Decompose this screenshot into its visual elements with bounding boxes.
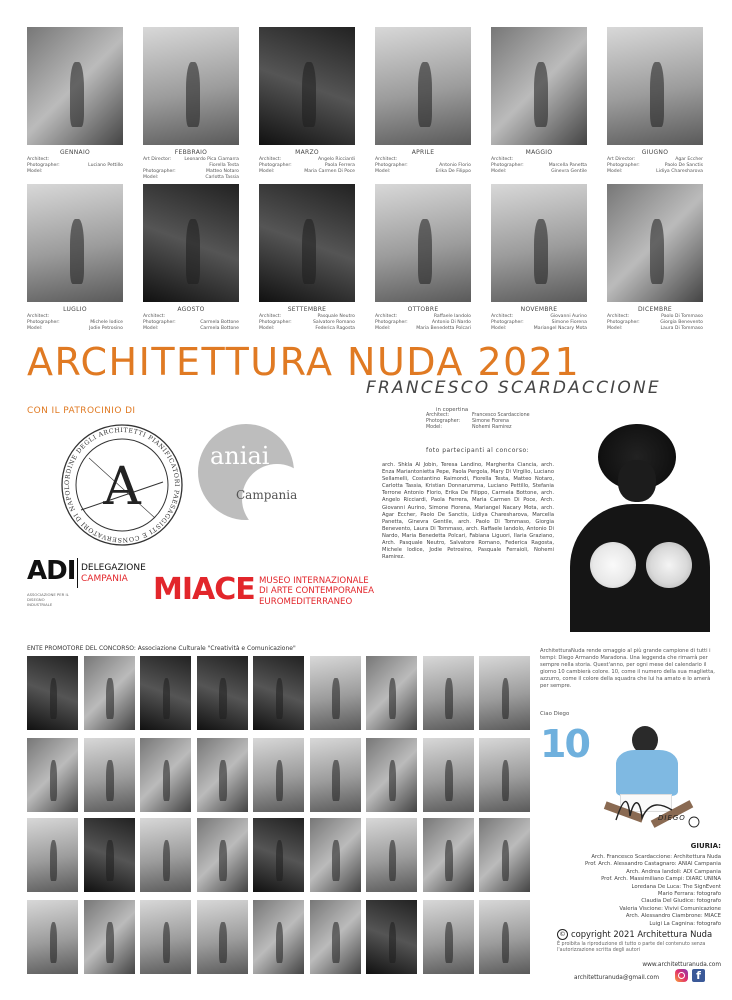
thumbnail-figure xyxy=(332,840,339,881)
credit-person: Michele Iodice xyxy=(90,320,123,325)
photo-figure xyxy=(302,219,315,284)
participant-thumbnail xyxy=(479,656,530,730)
month-photo-novembre xyxy=(491,184,587,302)
month-photo-maggio xyxy=(491,27,587,145)
credit-role: Photographer: xyxy=(607,320,640,325)
credit-role: Architect: xyxy=(143,314,166,319)
credit-person: Paolo Di Tommaso xyxy=(661,314,703,319)
participant-thumbnail xyxy=(253,818,304,892)
cover-credits xyxy=(426,407,536,431)
promoter-line: ENTE PROMOTORE DEL CONCORSO: Associazione Culturale "Creatività e Comunicazione" xyxy=(27,645,296,652)
thumbnail-figure xyxy=(50,760,57,801)
photo-figure xyxy=(650,219,663,284)
credit-row xyxy=(143,175,239,181)
month-label: MAGGIO xyxy=(525,149,553,156)
thumbnail-figure xyxy=(106,922,113,963)
photo-figure xyxy=(534,219,547,284)
credit-person: Giorgia Benevento xyxy=(660,320,703,325)
credit-row xyxy=(259,326,355,332)
thumbnail-figure xyxy=(445,678,452,719)
cover-credit-row xyxy=(426,425,536,431)
participant-thumbnail xyxy=(479,818,530,892)
participant-thumbnail xyxy=(253,900,304,974)
thumbnail-figure xyxy=(219,678,226,719)
participant-thumbnail xyxy=(366,900,417,974)
credit-person: Laura Di Tommaso xyxy=(660,326,703,331)
credit-person: Agar Eccher xyxy=(675,157,703,162)
thumbnail-figure xyxy=(389,922,396,963)
participant-thumbnail xyxy=(423,738,474,812)
credit-row xyxy=(375,326,471,332)
participants-heading: foto partecipanti al concorso: xyxy=(426,447,530,454)
photo-figure xyxy=(418,219,431,284)
month-label: SETTEMBRE xyxy=(287,306,327,313)
cover-photo xyxy=(556,424,726,632)
thumbnail-figure xyxy=(332,922,339,963)
participant-thumbnail xyxy=(84,900,135,974)
credit-person: Antonio Florio xyxy=(439,163,471,168)
credit-role: Architect: xyxy=(27,314,50,319)
adi-delegazione: DELEGAZIONE xyxy=(81,563,146,573)
cover-plate-right xyxy=(646,542,692,588)
credit-person: Luciano Pettillo xyxy=(88,163,123,168)
adi-campania: CAMPANIA xyxy=(81,574,128,584)
participant-thumbnail xyxy=(423,900,474,974)
month-photo-febbraio xyxy=(143,27,239,145)
credit-row xyxy=(143,326,239,332)
participant-thumbnail xyxy=(423,818,474,892)
credit-role: Photographer: xyxy=(27,320,60,325)
month-label: FEBBRAIO xyxy=(174,149,208,156)
credit-role: Model: xyxy=(607,326,623,331)
miace-mark: MIACE xyxy=(153,572,255,607)
month-label: OTTOBRE xyxy=(407,306,439,313)
credit-role: Photographer: xyxy=(259,163,292,168)
month-photo-marzo xyxy=(259,27,355,145)
credit-person: Pasquale Neutro xyxy=(317,314,355,319)
credit-person: Carlotta Tassia xyxy=(205,175,239,180)
thumbnail-figure xyxy=(276,922,283,963)
month-photo-agosto xyxy=(143,184,239,302)
credit-row xyxy=(607,326,703,332)
miace-line-1: MUSEO INTERNAZIONALE xyxy=(259,576,369,586)
copyright-line xyxy=(557,929,712,940)
copyright-icon: © xyxy=(557,929,568,940)
credit-person: Jodie Petrosino xyxy=(89,326,123,331)
credit-person: Leonardo Pica Ciamarra xyxy=(184,157,239,162)
participant-thumbnail xyxy=(140,656,191,730)
participant-thumbnail xyxy=(197,818,248,892)
credit-person: Giovanni Aurino xyxy=(550,314,587,319)
aniai-logo xyxy=(198,424,298,520)
participant-thumbnail xyxy=(27,818,78,892)
month-photo-luglio xyxy=(27,184,123,302)
photo-figure xyxy=(70,219,83,284)
month-credits xyxy=(375,157,471,175)
aniai-region: Campania xyxy=(236,488,298,502)
credit-role: Architect: xyxy=(375,314,398,319)
thumbnail-figure xyxy=(502,678,509,719)
svg-text:A: A xyxy=(103,457,141,517)
month-photo-dicembre xyxy=(607,184,703,302)
participant-thumbnail xyxy=(310,818,361,892)
participants-text: arch. Shkla Al Jobin, Teresa Landino, Margherita Ciancia, arch. Enza Mariantonietta Pepe, Paola Pergola, Mary Di Virgilio, Luciano Sellamelli, Costantino Raimondi, Fiorella Testa, Matteo Notaro, Carlotta Tassia, Kristian Donnarumma, Luciano Pettillo, Stefania Terrone Antonio Florio, Erika De Filippo, Carmela Bottone, arch. Angelo Ricciardi, Paola Ferrera, Maria Carmen Di Poce, Arch. Giovanni Aurino, Simone Fiorena, Mariangel Nacary Mota, arch. Agar Eccher, Paolo De Sanctis, Lidiya Charesharova, Marcella Panetta, Ginevra Gentile, arch. Paolo Di Tommaso, Giorgia Benevento, Laura Di Tommaso, arch. Raffaele Iandolo, Antonio Di Nardo, Maria Benedetta Polcari, Fabiana Liguori, Ilaria Graziano, Arch. Pasquale Neutro, Salvatore Romano, Federica Ragosta, Michele Iodice, Jodie Petrosino, Pasquale Ferraioli, Nohemi Ramirez. xyxy=(382,462,554,561)
credit-person: Salvatore Romano xyxy=(312,320,355,325)
thumbnail-figure xyxy=(50,678,57,719)
credit-role: Photographer: xyxy=(27,163,60,168)
credit-role: Photographer: xyxy=(491,320,524,325)
adi-mark: ADI xyxy=(27,556,76,586)
participant-thumbnail xyxy=(140,738,191,812)
thumbnail-figure xyxy=(332,760,339,801)
participant-thumbnail xyxy=(140,900,191,974)
credit-role: Art Director: xyxy=(607,157,636,162)
participant-thumbnail xyxy=(197,738,248,812)
credit-person: Erika De Filippo xyxy=(435,169,471,174)
jury-member: Arch. Francesco Scardaccione: Architettura Nuda xyxy=(591,854,721,860)
thumbnail-figure xyxy=(163,760,170,801)
thumbnail-figure xyxy=(219,760,226,801)
cover-credit-role: Photographer: xyxy=(426,419,461,424)
credit-role: Architect: xyxy=(27,157,50,162)
month-label: DICEMBRE xyxy=(637,306,673,313)
credit-row xyxy=(491,326,587,332)
month-credits xyxy=(27,157,123,175)
credit-person: Ginevra Gentile xyxy=(551,169,587,174)
adi-divider xyxy=(77,558,78,588)
number-ten: 10 xyxy=(540,722,589,766)
jury-member: Luigi La Cagnina: fotografo xyxy=(649,920,721,927)
participant-thumbnail xyxy=(310,900,361,974)
jury-member: Claudia Del Giudice: fotografo xyxy=(641,898,721,905)
thumbnail-figure xyxy=(106,678,113,719)
credit-row xyxy=(259,169,355,175)
credit-role: Model: xyxy=(27,326,43,331)
credit-role: Architect: xyxy=(259,157,282,162)
month-credits xyxy=(259,157,355,175)
participant-thumbnail xyxy=(423,656,474,730)
ordine-seal-icon xyxy=(59,422,185,548)
month-credits xyxy=(607,157,703,175)
participant-thumbnail xyxy=(479,738,530,812)
month-photo-giugno xyxy=(607,27,703,145)
ciao-diego: Ciao Diego xyxy=(540,711,570,717)
thumbnail-figure xyxy=(50,922,57,963)
thumbnail-figure xyxy=(445,840,452,881)
thumbnail-figure xyxy=(445,922,452,963)
miace-line-2: DI ARTE CONTEMPORANEA xyxy=(259,586,374,597)
email-link[interactable]: architetturanuda@gmail.com xyxy=(574,975,659,981)
cover-heading: in copertina xyxy=(436,407,469,413)
credit-role: Model: xyxy=(607,169,623,174)
jury-member: Loredana De Luca: The SignEvent xyxy=(631,883,721,890)
credit-role: Photographer: xyxy=(375,320,408,325)
credit-person: Paola Ferrera xyxy=(324,163,355,168)
credit-person: Carmela Bottone xyxy=(200,326,239,331)
photo-figure xyxy=(650,62,663,127)
patronage-heading: CON IL PATROCINIO DI xyxy=(27,406,136,416)
credit-role: Model: xyxy=(491,326,507,331)
website-link[interactable]: www.architetturanuda.com xyxy=(642,962,721,968)
credit-person: Mariangel Nacary Mota xyxy=(533,326,587,331)
month-label: APRILE xyxy=(411,149,435,156)
month-credits xyxy=(27,314,123,332)
month-credits xyxy=(607,314,703,332)
signature-text: DIEGO xyxy=(658,814,686,822)
thumbnail-figure xyxy=(106,840,113,881)
credit-role: Architect: xyxy=(607,314,630,319)
thumbnail-figure xyxy=(389,840,396,881)
thumbnail-figure xyxy=(163,840,170,881)
month-credits xyxy=(491,157,587,175)
thumbnail-figure xyxy=(502,840,509,881)
cover-plate-left xyxy=(590,542,636,588)
thumbnail-figure xyxy=(332,678,339,719)
thumbnail-figure xyxy=(219,922,226,963)
participant-thumbnail xyxy=(197,900,248,974)
page-title: ARCHITETTURA NUDA 2021 xyxy=(27,340,581,384)
thumbnail-figure xyxy=(445,760,452,801)
participant-thumbnail xyxy=(479,900,530,974)
participant-thumbnail xyxy=(27,738,78,812)
adi-logo xyxy=(27,552,147,622)
participant-thumbnail xyxy=(84,738,135,812)
credit-row xyxy=(607,169,703,175)
participant-thumbnail xyxy=(140,818,191,892)
credit-row xyxy=(27,326,123,332)
photo-figure xyxy=(70,62,83,127)
credit-role: Photographer: xyxy=(607,163,640,168)
credit-role: Model: xyxy=(27,169,43,174)
cover-credit-role: Model: xyxy=(426,425,443,430)
credit-row xyxy=(375,169,471,175)
participant-thumbnail xyxy=(310,738,361,812)
month-label: LUGLIO xyxy=(63,306,87,313)
jury-member: Arch. Alessandro Ciambrone: MIACE xyxy=(625,913,721,920)
credit-row xyxy=(27,169,123,175)
cover-face xyxy=(618,460,656,502)
credit-person: Lidiya Charesharova xyxy=(656,169,703,174)
thumbnail-figure xyxy=(163,922,170,963)
jury-list xyxy=(585,854,721,928)
miace-lines xyxy=(259,576,374,607)
thumbnail-figure xyxy=(276,678,283,719)
credit-role: Model: xyxy=(491,169,507,174)
participant-thumbnail xyxy=(366,656,417,730)
credit-person: Maria Carmen Di Poce xyxy=(304,169,355,174)
month-label: GENNAIO xyxy=(59,149,91,156)
credit-role: Photographer: xyxy=(375,163,408,168)
credit-person: Matteo Notaro xyxy=(206,169,239,174)
participant-thumbnail xyxy=(253,738,304,812)
credit-person: Paolo De Sanctis xyxy=(664,163,703,168)
miace-logo xyxy=(153,572,383,622)
cover-credit-person: Francesco Scardaccione xyxy=(472,413,530,418)
credit-person: Federica Ragosta xyxy=(315,326,355,331)
participant-thumbnail xyxy=(253,656,304,730)
photo-figure xyxy=(302,62,315,127)
cover-credit-role: Architect: xyxy=(426,413,450,418)
participant-thumbnail xyxy=(27,900,78,974)
credit-person: Fiorella Testa xyxy=(209,163,239,168)
participant-thumbnail xyxy=(366,818,417,892)
thumbnail-figure xyxy=(276,760,283,801)
month-photo-ottobre xyxy=(375,184,471,302)
thumbnail-figure xyxy=(50,840,57,881)
participant-thumbnail xyxy=(27,656,78,730)
month-label: NOVEMBRE xyxy=(520,306,558,313)
thumbnail-figure xyxy=(276,840,283,881)
copyright-text: copyright 2021 Architettura Nuda xyxy=(571,929,713,939)
thumbnail-figure xyxy=(389,678,396,719)
jury-member: Valeria Viscione: Vivivi Comunicazione xyxy=(619,905,721,912)
credit-role: Model: xyxy=(375,169,391,174)
thumbnail-figure xyxy=(502,922,509,963)
credit-role: Photographer: xyxy=(143,320,176,325)
ordine-ring-text: ORDINE DEGLI ARCHITETTI PIANIFICATORI PAESAGGISTI E CONSERVATORI DI NAPOL xyxy=(63,426,181,544)
month-credits xyxy=(259,314,355,332)
month-photo-settembre xyxy=(259,184,355,302)
instagram-icon[interactable] xyxy=(675,969,688,982)
diego-signature xyxy=(610,790,710,830)
credit-row xyxy=(491,169,587,175)
jury-member: Arch. Andrea Iandoli: ADI Campania xyxy=(626,868,721,875)
jury-member: Prof. Arch. Alessandro Castagnaro: ANIAI Campania xyxy=(585,861,721,868)
credit-role: Architect: xyxy=(491,157,514,162)
month-label: AGOSTO xyxy=(177,306,205,313)
month-label: GIUGNO xyxy=(641,149,669,156)
credit-person: Carmela Bottone xyxy=(200,320,239,325)
participant-thumbnail xyxy=(310,656,361,730)
thumbnail-figure xyxy=(106,760,113,801)
month-credits xyxy=(143,157,239,181)
credit-person: Simone Fiorena xyxy=(551,320,587,325)
photo-figure xyxy=(418,62,431,127)
credit-role: Architect: xyxy=(375,157,398,162)
page-subtitle: FRANCESCO SCARDACCIONE xyxy=(366,378,661,398)
credit-role: Model: xyxy=(143,326,159,331)
facebook-icon[interactable]: f xyxy=(692,969,705,982)
cover-credit-person: Nohemi Ramirez xyxy=(472,425,512,430)
photo-figure xyxy=(186,62,199,127)
participant-thumbnail xyxy=(84,818,135,892)
thumbnail-figure xyxy=(389,760,396,801)
aniai-name: aniai xyxy=(210,442,270,470)
credit-role: Architect: xyxy=(259,314,282,319)
credit-role: Model: xyxy=(143,175,159,180)
jury-member: Prof. Arch. Massimiliano Campi: DIARC UNINA xyxy=(601,876,721,883)
credit-role: Model: xyxy=(259,169,275,174)
participant-thumbnail xyxy=(84,656,135,730)
credit-role: Photographer: xyxy=(259,320,292,325)
jury-member: Mario Ferrara: fotografo xyxy=(657,891,721,898)
photo-figure xyxy=(534,62,547,127)
credit-role: Art Director: xyxy=(143,157,172,162)
credit-role: Photographer: xyxy=(143,169,176,174)
month-photo-gennaio xyxy=(27,27,123,145)
month-credits xyxy=(375,314,471,332)
month-credits xyxy=(143,314,239,332)
month-photo-aprile xyxy=(375,27,471,145)
miace-line-3: EUROMEDITERRANEO xyxy=(259,596,353,607)
cover-credit-person: Simone Fiorena xyxy=(472,419,509,424)
jury-heading: GIURIA: xyxy=(690,842,721,850)
month-credits xyxy=(491,314,587,332)
thumbnail-figure xyxy=(502,760,509,801)
participant-thumbnail xyxy=(366,738,417,812)
month-label: MARZO xyxy=(295,149,319,156)
credit-role: Photographer: xyxy=(491,163,524,168)
credit-role: Architect: xyxy=(491,314,514,319)
credit-role: Model: xyxy=(375,326,391,331)
credit-role: Model: xyxy=(259,326,275,331)
maradona-tribute-text: ArchitetturaNuda rende omaggio al più grande campione di tutti i tempi: Diego Armando Maradona. Una leggenda che rimarrà per sempre nella storia. Quest'anno, per ogni mese del calendario il giorno 10 cambierà colore. 10, come il numero della sua maglietta, azzurro, come il colore della squadra che lui ha amato e lo amerà per sempre. xyxy=(540,648,715,689)
ordine-architetti-logo xyxy=(59,422,185,548)
credit-person: Angelo Ricciardi xyxy=(318,157,355,162)
credit-person: Raffaele Iandolo xyxy=(433,314,471,319)
disclaimer-text: È proibita la riproduzione di tutto o parte del contenuto senza l'autorizzazione scritta degli autori xyxy=(557,942,706,954)
thumbnail-figure xyxy=(163,678,170,719)
photo-figure xyxy=(186,219,199,284)
signature-icon xyxy=(610,790,710,830)
thumbnail-figure xyxy=(219,840,226,881)
credit-person: Antonio Di Nardo xyxy=(431,320,471,325)
credit-person: Maria Benedetta Polcari xyxy=(416,326,471,331)
adi-small-text: ASSOCIAZIONE PER IL DISEGNO INDUSTRIALE xyxy=(27,592,69,607)
credit-person: Marcella Panetta xyxy=(548,163,587,168)
participant-thumbnail xyxy=(197,656,248,730)
